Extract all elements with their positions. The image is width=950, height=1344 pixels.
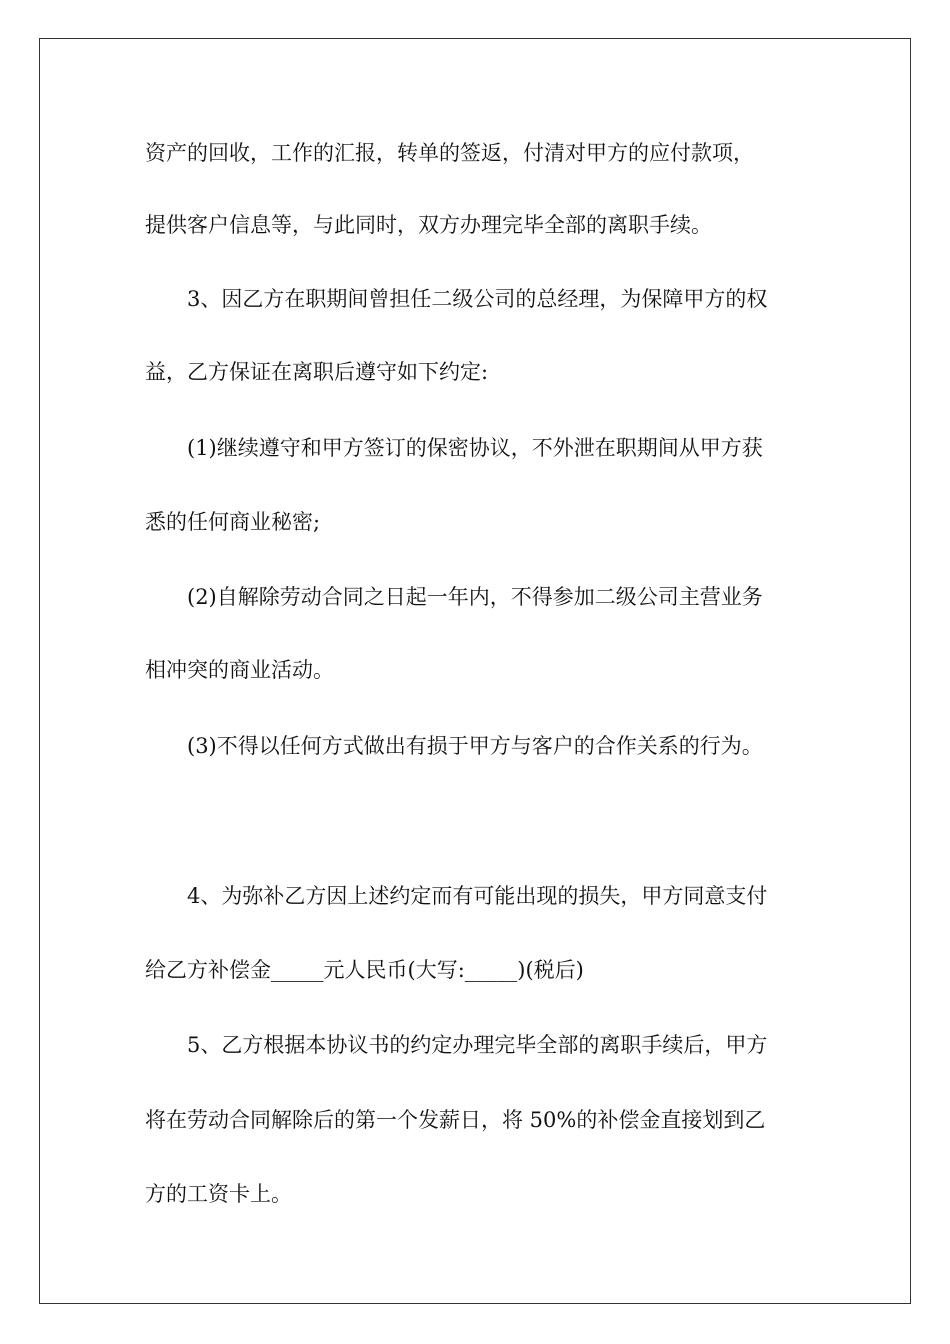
item-1: (1)继续遵守和甲方签订的保密协议，不外泄在职期间从甲方获 — [187, 436, 763, 460]
item-3: (3)不得以任何方式做出有损于甲方与客户的合作关系的行为。 — [187, 734, 763, 758]
text-line: 悉的任何商业秘密; — [145, 510, 321, 534]
text-line: 将在劳动合同解除后的第一个发薪日，将 50%的补偿金直接划到乙 — [145, 1108, 766, 1132]
text-line: 益，乙方保证在离职后遵守如下约定: — [145, 360, 489, 384]
text-line: 资产的回收，工作的汇报，转单的签返，付清对甲方的应付款项， — [145, 141, 754, 165]
text-line: 相冲突的商业活动。 — [145, 658, 334, 682]
text-line: 方的工资卡上。 — [145, 1182, 292, 1206]
item-2: (2)自解除劳动合同之日起一年内，不得参加二级公司主营业务 — [187, 585, 763, 609]
clause-5-heading: 5、乙方根据本协议书的约定办理完毕全部的离职手续后，甲方 — [187, 1033, 768, 1057]
clause-3-heading: 3、因乙方在职期间曾担任二级公司的总经理，为保障甲方的权 — [187, 287, 768, 311]
compensation-line: 给乙方补偿金_____元人民币(大写:_____)(税后) — [145, 958, 584, 982]
text-line: 提供客户信息等，与此同时，双方办理完毕全部的离职手续。 — [145, 213, 712, 237]
clause-4-heading: 4、为弥补乙方因上述约定而有可能出现的损失，甲方同意支付 — [187, 884, 768, 908]
